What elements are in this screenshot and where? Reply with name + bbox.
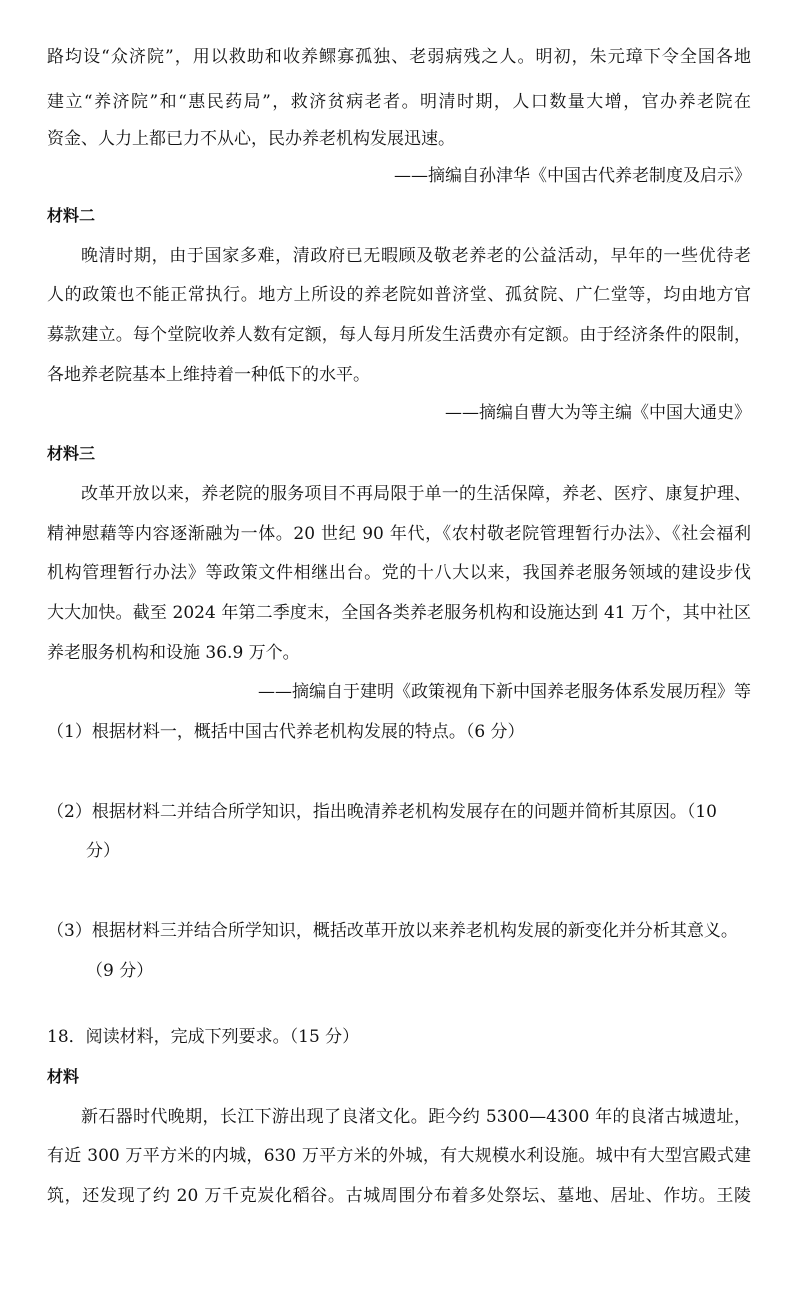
material1-citation: ——摘编自孙津华《中国古代养老制度及启示》 <box>394 166 751 186</box>
material3-paragraph-line-4: 大大加快。截至 2024 年第二季度末，全国各类养老服务机构和设施达到 41 万个，其中社区 <box>47 603 751 623</box>
question-1: （1）根据材料一，概括中国古代养老机构发展的特点。（6 分） <box>47 722 525 742</box>
question-2-line-1: （2）根据材料二并结合所学知识，指出晚清养老机构发展存在的问题并简析其原因。（10 <box>47 802 717 822</box>
material2-paragraph-line-2: 人的政策也不能正常执行。地方上所设的养老院如普济堂、孤贫院、广仁堂等，均由地方官 <box>47 285 751 305</box>
question-18-paragraph-line-2: 有近 300 万平方米的内城，630 万平方米的外城，有大规模水利设施。城中有大型宫殿式建 <box>47 1146 751 1166</box>
material2-paragraph-line-1: 晚清时期，由于国家多难，清政府已无暇顾及敬老养老的公益活动，早年的一些优待老 <box>81 246 751 266</box>
material1-paragraph-line-2: 建立“养济院”和“惠民药局”，救济贫病老者。明清时期，人口数量大增，官办养老院在 <box>47 92 751 112</box>
question-18-paragraph-line-3: 筑，还发现了约 20 万千克炭化稻谷。古城周围分布着多处祭坛、墓地、居址、作坊。王陵 <box>47 1186 751 1206</box>
material3-paragraph-line-2: 精神慰藉等内容逐渐融为一体。20 世纪 90 年代，《农村敬老院管理暂行办法》、《社会福利 <box>47 524 751 544</box>
material2-heading: 材料二 <box>47 206 96 225</box>
material3-heading: 材料三 <box>47 444 96 463</box>
question-18-material-heading: 材料 <box>47 1067 80 1086</box>
material3-paragraph-line-5: 养老服务机构和设施 36.9 万个。 <box>47 643 300 663</box>
material3-citation: ——摘编自于建明《政策视角下新中国养老服务体系发展历程》等 <box>258 682 751 702</box>
question-3-line-2: （9 分） <box>86 961 154 981</box>
material2-paragraph-line-3: 募款建立。每个堂院收养人数有定额，每人每月所发生活费亦有定额。由于经济条件的限制， <box>47 325 751 345</box>
material3-paragraph-line-3: 机构管理暂行办法》等政策文件相继出台。党的十八大以来，我国养老服务领域的建设步伐 <box>47 563 751 583</box>
material1-paragraph-line-3: 资金、人力上都已力不从心，民办养老机构发展迅速。 <box>47 129 455 149</box>
question-2-line-2: 分） <box>86 841 120 861</box>
question-18-paragraph-line-1: 新石器时代晚期，长江下游出现了良渚文化。距今约 5300—4300 年的良渚古城遗址， <box>81 1107 751 1127</box>
material2-citation: ——摘编自曹大为等主编《中国大通史》 <box>445 403 751 423</box>
question-18-title: 18．阅读材料，完成下列要求。（15 分） <box>47 1027 360 1047</box>
material3-paragraph-line-1: 改革开放以来，养老院的服务项目不再局限于单一的生活保障，养老、医疗、康复护理、 <box>81 484 751 504</box>
material1-paragraph-line-1: 路均设“众济院”，用以救助和收养鳏寡孤独、老弱病残之人。明初，朱元璋下令全国各地 <box>47 47 751 67</box>
material2-paragraph-line-4: 各地养老院基本上维持着一种低下的水平。 <box>47 365 370 385</box>
question-3-line-1: （3）根据材料三并结合所学知识，概括改革开放以来养老机构发展的新变化并分析其意义。 <box>47 921 738 941</box>
